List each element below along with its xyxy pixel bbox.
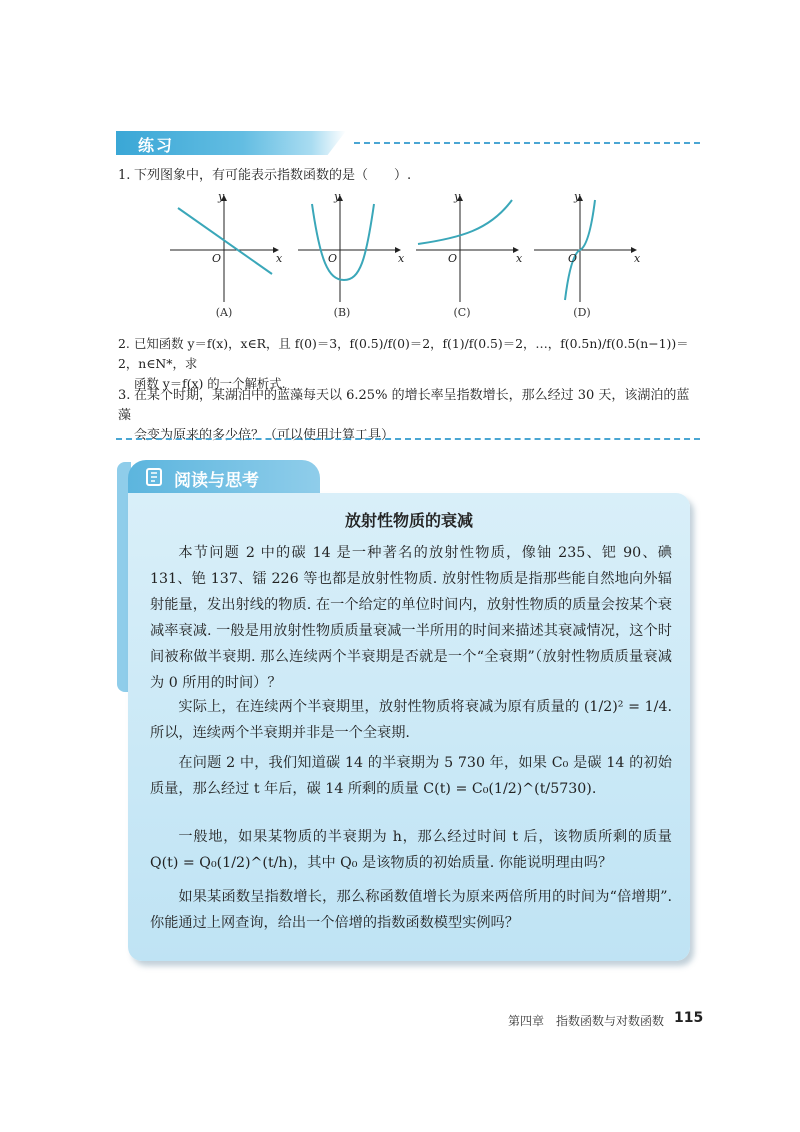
- reading-paragraph-4: 一般地，如果某物质的半衰期为 h，那么经过时间 t 后，该物质所剩的质量 Q(t) = Q₀(1/2)^(t/h)，其中 Q₀ 是该物质的初始质量. 你能说明理由吗？: [150, 829, 672, 871]
- page-number: 115: [674, 1010, 704, 1026]
- graph-b-caption: (B): [333, 306, 351, 319]
- question-2-text-1: 已知函数 y＝f(x)，x∈R，且 f(0)＝3，f(0.5)/f(0)＝2，f(1)/f(0.5)＝2，…，f(0.5n)/f(0.5(n−1))＝2，n∈N*，求: [118, 336, 689, 371]
- graph-c: [416, 196, 518, 302]
- reading-tab-title: 阅读与思考: [174, 471, 259, 491]
- question-3-text-1: 在某个时期，某湖泊中的蓝藻每天以 6.25% 的增长率呈指数增长，那么经过 30 天，该湖泊的蓝藻: [118, 388, 690, 423]
- graph-d: [534, 196, 636, 302]
- graph-a: [170, 196, 278, 302]
- question-2: [118, 334, 708, 394]
- question-3-number: 3.: [118, 388, 131, 403]
- question-2-line-1: [118, 334, 708, 374]
- graph-c-curve: [418, 200, 512, 244]
- practice-bottom-divider: [116, 438, 700, 440]
- graph-d-caption: (D): [573, 306, 591, 319]
- question-1: [118, 166, 698, 186]
- article-title: 放射性物质的衰减: [344, 511, 473, 530]
- graph-d-y-label: y: [574, 190, 581, 203]
- graph-b: [298, 196, 400, 302]
- graph-c-origin: O: [448, 252, 458, 265]
- practice-title: 练习: [138, 136, 175, 155]
- question-1-graphs: [160, 190, 650, 312]
- reading-tab: [128, 460, 320, 494]
- question-1-number: 1.: [118, 168, 131, 183]
- practice-header: [116, 131, 700, 155]
- graph-d-x-label: x: [634, 252, 641, 265]
- reading-paragraph-5: 如果某函数呈指数增长，那么称函数值增长为原来两倍所用的时间为“倍增期”. 你能通过上网查询，给出一个倍增的指数函数模型实例吗？: [150, 889, 672, 931]
- graph-b-origin: O: [328, 252, 338, 265]
- book-icon: [146, 467, 164, 487]
- reading-paragraph-2: 实际上，在连续两个半衰期里，放射性物质将衰减为原有质量的 (1/2)² = 1/4. 所以，连续两个半衰期并非是一个全衰期.: [150, 699, 672, 741]
- chapter-footer: 第四章 指数函数与对数函数: [508, 1014, 665, 1028]
- question-1-text: 下列图象中，有可能表示指数函数的是（ ）.: [134, 168, 412, 183]
- graph-d-origin: O: [568, 252, 578, 265]
- graph-a-caption: (A): [215, 306, 233, 319]
- graph-a-x-label: x: [276, 252, 283, 265]
- question-3-line-1: [118, 386, 700, 426]
- graph-b-x-label: x: [398, 252, 405, 265]
- question-3-text-2: 会变为原来的多少倍？（可以使用计算工具）: [134, 428, 395, 443]
- reading-paragraph-3: 在问题 2 中，我们知道碳 14 的半衰期为 5 730 年，如果 C₀ 是碳 14 的初始质量，那么经过 t 年后，碳 14 所剩的质量 C(t) = C₀(1/2)^(t/5730).: [150, 755, 672, 797]
- graph-a-y-label: y: [218, 190, 225, 203]
- graph-a-curve: [178, 208, 272, 274]
- graph-a-origin: O: [212, 252, 222, 265]
- reading-paragraph-1: 本节问题 2 中的碳 14 是一种著名的放射性物质，像铀 235、钯 90、碘 131、铯 137、镭 226 等也都是放射性物质. 放射性物质是指那些能自然地向外辐射能量，发出射线的物质. 在一个给定的单位时间内，放射性物质的质量会按某个衰减率衰减. 一般是用放射性物质质量衰减一半所用的时间来描述其衰减情况，这个时间被称做半衰期. 那么连续两个半衰期是否就是一个“全衰期”（放射性物质质量衰减为 0 所用的时间）？: [150, 545, 672, 691]
- graph-c-caption: (C): [453, 306, 471, 319]
- question-2-text-2: 函数 y＝f(x) 的一个解析式.: [134, 376, 286, 391]
- question-3: [118, 386, 700, 446]
- header-dashed-divider: [354, 142, 700, 144]
- graph-b-y-label: y: [334, 190, 341, 203]
- graph-c-x-label: x: [516, 252, 523, 265]
- graph-c-y-label: y: [454, 190, 461, 203]
- question-2-number: 2.: [118, 336, 130, 351]
- graph-b-curve: [312, 204, 374, 280]
